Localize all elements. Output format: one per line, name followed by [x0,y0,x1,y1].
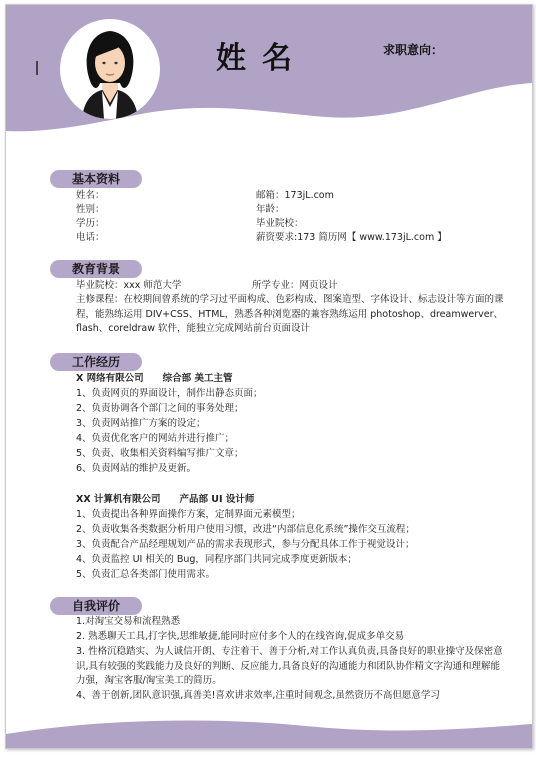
job1-item: 5、负责、收集相关资料编写推广文章； [76,448,244,459]
job-intent-label: 求职意向： [383,43,444,57]
phone-label: 电话： [76,232,105,243]
footer-wave [6,712,532,748]
education-major: 所学专业：网页设计 [252,280,338,291]
salary-text: 薪资要求:173 简历网【 www.173jL.com 】 [256,232,447,243]
job2-title: XX 计算机有限公司 产品部 UI 设计师 [76,494,255,505]
name-label: 姓名： [76,190,105,201]
job2-item: 5、负责汇总各类部门使用需求。 [76,569,216,580]
candidate-name: 姓名 [216,41,308,76]
job2-item: 2、负责收集各类数据分析用户使用习惯，改进“内部信息化系统”操作交互流程； [76,524,415,535]
avatar [60,19,160,119]
age-label: 年龄： [256,204,285,215]
person-avatar-icon [60,19,160,119]
education-school: 毕业院校：xxx 师范大学 [76,280,182,291]
section-education-title: 教育背景 [50,260,142,278]
text-cursor [36,61,38,75]
job1-item: 2、负责协调各个部门之间的事务处理； [76,403,244,414]
job1-title: X 网络有限公司 综合部 美工主管 [76,373,233,384]
self-item: 4、善于创新,团队意识强,真善美!喜欢讲求效率,注重时间观念,虽然资历不高但愿意学习 [76,690,440,701]
education-label: 学历： [76,218,105,229]
email-text: 邮箱：173jL.com [256,190,334,201]
section-work-title: 工作经历 [50,353,142,371]
self-item: 2. 熟悉聊天工具,打字快,思维敏捷,能同时应付多个人的在线咨询,促成多单交易 [76,631,405,642]
job2-item: 1、负责提出各种界面操作方案，定制界面元素模型； [76,509,301,520]
gender-label: 性别： [76,204,105,215]
job2-item: 4、负责监控 UI 相关的 Bug，同程序部门共同完成季度更新版本； [76,554,357,565]
self-item: 1.对淘宝交易和流程熟悉 [76,616,181,627]
job1-item: 3、负责网站推广方案的设定； [76,418,206,429]
section-basic-title: 基本资料 [50,170,142,188]
job1-item: 6、负责网站的维护及更新。 [76,463,197,474]
self-item: 3. 性格沉稳踏实、为人诚信开朗、专注着干、善于分析,对工作认真负责,具备良好的职业操守及保密意识,具有较强的奖践能力及良好的判断、反应能力,具备良好的沟通能力和团队协作精文字沟通和理解能力强，淘宝客服/淘宝美工的简历。 [76,646,503,686]
job1-item: 4、负责优化客户的网站并进行推广； [76,433,235,444]
job1-item: 1、负责网页的界面设计，制作出静态页面； [76,388,263,399]
education-courses: 主修课程：在校期间曾系统的学习过平面构成、色彩构成、图案造型、字体设计、标志设计等方面的课程，能熟练运用 DIV+CSS、HTML，熟悉各种浏览器的兼容熟练运用 photoshop、dreamwerver、flash、coreldraw 软件，能独立完成网站前台页面设计 [76,294,504,334]
section-self-title: 自我评价 [50,597,142,615]
resume-page [5,4,533,749]
school-label: 毕业院校： [256,218,304,229]
job2-item: 3、负责配合产品经理规划产品的需求表现形式，参与分配具体工作于视觉设计； [76,539,415,550]
